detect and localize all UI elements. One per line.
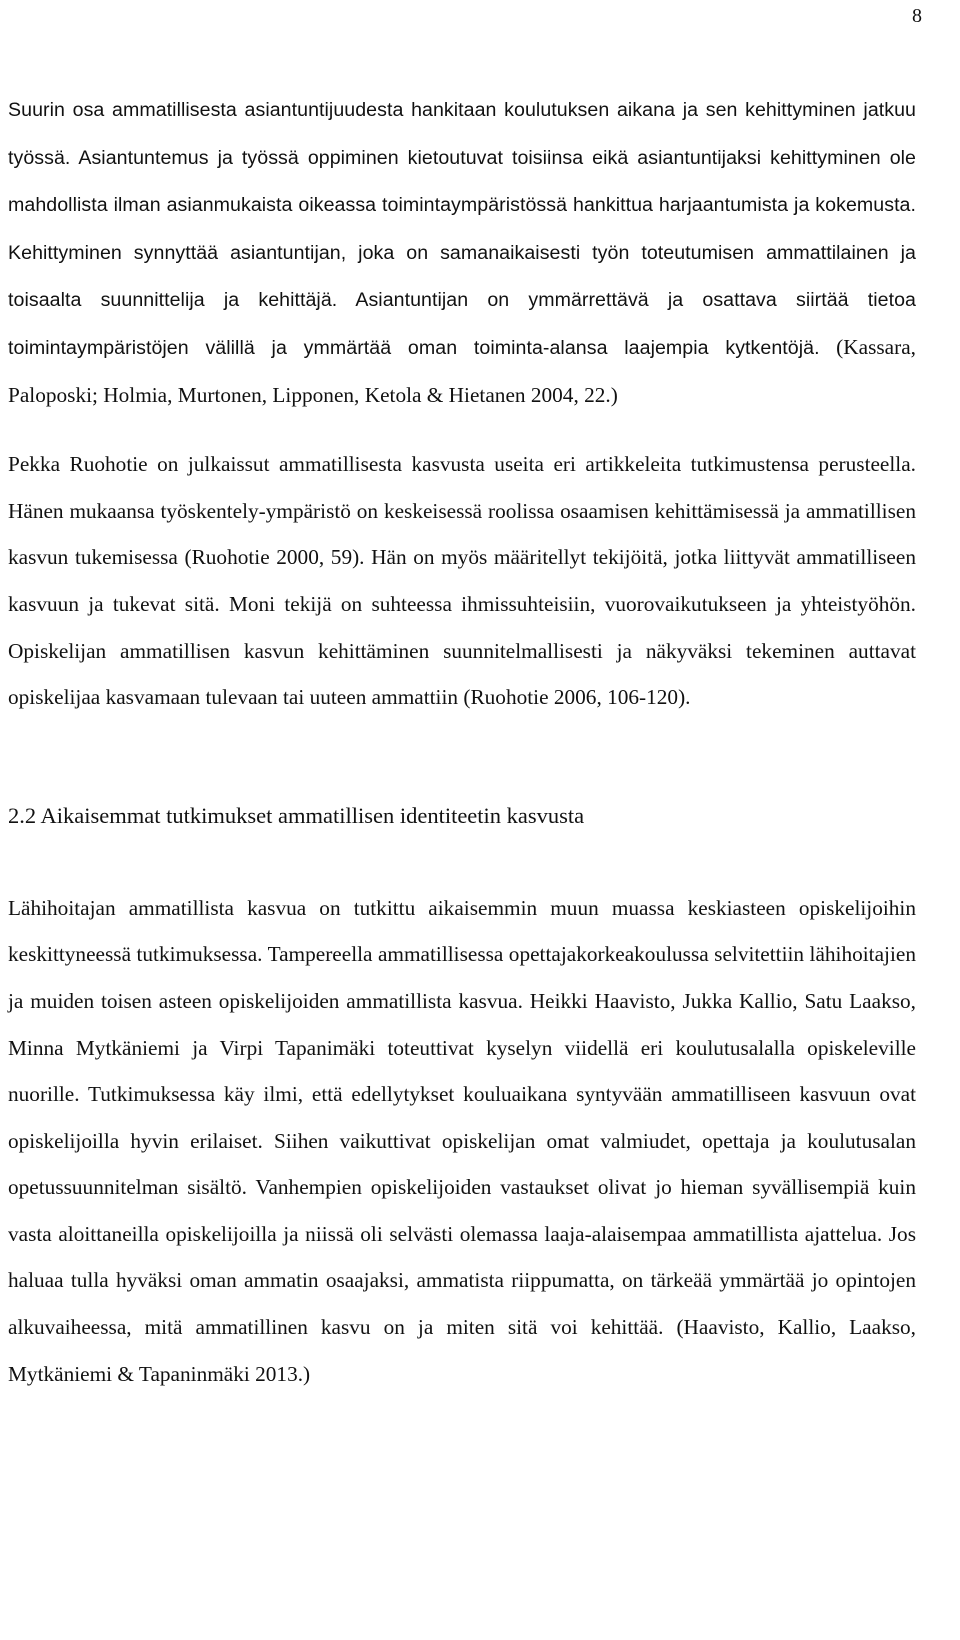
paragraph-1-citation: (Kassara, Paloposki; Holmia, Murtonen, Lipponen, Ketola & Hietanen 2004, 22.) (8, 334, 916, 407)
paragraph-3: Lähihoitajan ammatillista kasvua on tutkittu aikaisemmin muun muassa keskiasteen opiskelijoihin keskittyneessä tutkimuksessa. Tampereella ammatillisessa opettajakorkeakoulussa selvitettiin lähihoitajien ja muiden toisen asteen opiskelijoiden ammatillista kasvua. Heikki Haavisto, Jukka Kallio, Satu Laakso, Minna Mytkäniemi ja Virpi Tapanimäki toteuttivat kyselyn viidellä eri koulutusalalla opiskeleville nuorille. Tutkimuksessa käy ilmi, että edellytykset kouluaikana syntyvään ammatilliseen kasvuun ovat opiskelijoilla hyvin erilaiset. Siihen vaikuttivat opiskelijan omat valmiudet, opettaja ja koulutusalan opetussuunnitelman sisältö. Vanhempien opiskelijoiden vastaukset olivat jo hieman syvällisempiä kuin vasta aloittaneilla opiskelijoilla ja niissä oli selvästi olemassa laaja-alaisempaa ammatillista ajattelua. Jos haluaa tulla hyväksi oman ammatin osaajaksi, ammatista riippumatta, on tärkeää ymmärtää jo opintojen alkuvaiheessa, mitä ammatillinen kasvu on ja miten sitä voi kehittää. (Haavisto, Kallio, Laakso, Mytkäniemi & Tapaninmäki 2013.) (8, 895, 916, 1386)
paragraph-1-sans-text: Suurin osa ammatillisesta asiantuntijuudesta hankitaan koulutuksen aikana ja sen kehittyminen jatkuu työssä. Asiantuntemus ja työssä oppiminen kietoutuvat toisiinsa eikä asiantuntijaksi kehittyminen ole mahdollista ilman asianmukaista oikeassa toimintaympäristössä hankittua harjaantumista ja kokemusta. Kehittyminen synnyttää asiantuntijan, joka on samanaikaisesti työn toteutumisen ammattilainen ja toisaalta suunnittelija ja kehittäjä. Asiantuntijan on ymmärrettävä ja osattava siirtää tietoa toimintaympäristöjen välillä ja ymmärtää oman toiminta-alansa laajempia kytkentöjä. (8, 99, 916, 359)
paragraph-2: Pekka Ruohotie on julkaissut ammatillisesta kasvusta useita eri artikkeleita tutkimustensa perusteella. Hänen mukaansa työskentely-ympäristö on keskeisessä roolissa osaamisen kehittämisessä ja ammatillisen kasvun tukemisessa (Ruohotie 2000, 59). Hän on myös määritellyt tekijöitä, jotka liittyvät ammatilliseen kasvuun ja tukevat sitä. Moni tekijä on suhteessa ihmissuhteisiin, vuorovaikutukseen ja yhteistyöhön. Opiskelijan ammatillisen kasvun kehittäminen suunnitelmallisesti ja näkyväksi tekeminen auttavat opiskelijaa kasvamaan tulevaan tai uuteen ammattiin (Ruohotie 2006, 106-120). (8, 452, 916, 710)
section-heading: 2.2 Aikaisemmat tutkimukset ammatillisen identiteetin kasvusta (8, 802, 585, 828)
paragraph-1 (8, 86, 916, 418)
page-number: 8 (912, 5, 922, 27)
document-body (8, 86, 916, 1397)
